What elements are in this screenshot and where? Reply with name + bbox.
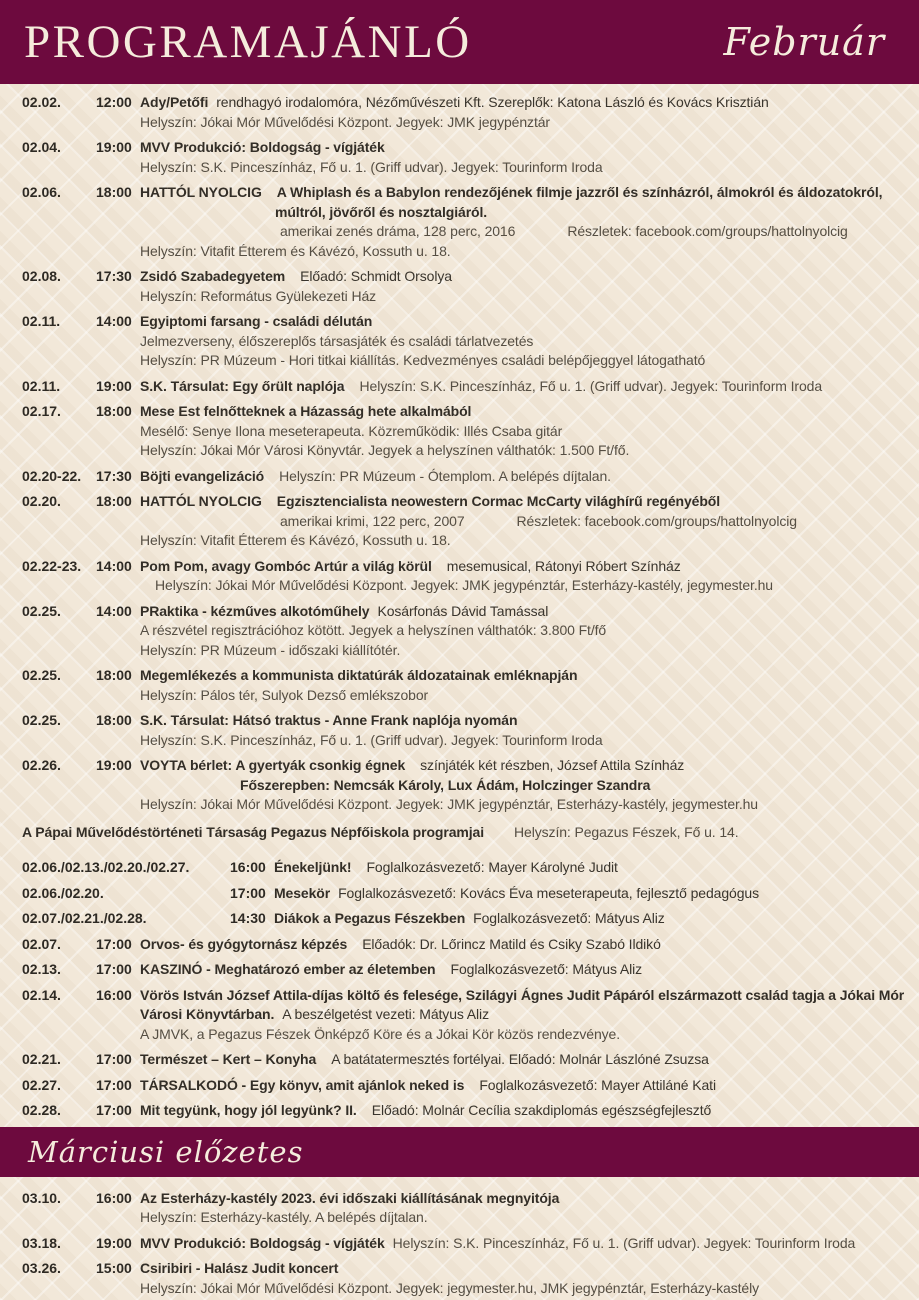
event-content — [140, 602, 915, 661]
event-time: 17:00 — [96, 1102, 132, 1118]
event-line — [140, 1050, 915, 1070]
event-date: 02.28. — [22, 1102, 61, 1118]
event-date: 02.26. — [22, 757, 61, 773]
event-content — [140, 756, 915, 815]
event-line — [140, 402, 915, 422]
text-span: Természet – Kert – Konyha — [140, 1051, 317, 1067]
text-span: amerikai zenés dráma, 128 perc, 2016 — [280, 223, 516, 239]
event-content — [140, 93, 915, 132]
text-span: Helyszín: Vitafit Étterem és Kávézó, Kossuth u. 18. — [140, 532, 451, 548]
text-span: Csiribiri - Halász Judit koncert — [140, 1260, 339, 1276]
event-time: 17:00 — [96, 1076, 132, 1093]
event-line — [140, 267, 915, 287]
event-line — [140, 576, 915, 596]
events-group — [0, 84, 919, 815]
events-group — [0, 849, 919, 1121]
event-date: 02.06./02.20. — [22, 884, 104, 901]
event-row — [22, 711, 915, 750]
event-line — [140, 776, 915, 796]
event-line — [140, 1101, 915, 1121]
event-time: 17:30 — [96, 268, 132, 284]
event-line — [140, 756, 915, 776]
event-row — [22, 312, 915, 371]
event-content — [274, 884, 915, 904]
event-content — [140, 711, 915, 750]
text-span: Pom Pom, avagy Gombóc Artúr a világ körül — [140, 557, 432, 574]
text-span: Helyszín: Pálos tér, Sulyok Dezső emlékszobor — [140, 686, 429, 703]
text-span: TÁRSALKODÓ - Egy könyv, amit ajánlok neked is — [140, 1076, 465, 1093]
event-line — [140, 287, 915, 307]
march-section-title: Márciusi előzetes — [28, 1134, 304, 1169]
text-span: Helyszín: Jókai Mór Művelődési Központ. Jegyek: JMK jegypénztár — [140, 113, 550, 130]
event-line — [140, 242, 915, 262]
event-time: 18:00 — [96, 493, 132, 509]
event-time: 18:00 — [96, 403, 132, 419]
event-date: 02.14. — [22, 986, 61, 1003]
event-line — [140, 935, 915, 955]
event-line — [140, 960, 915, 980]
text-span: MVV Produkció: Boldogság - vígjáték — [140, 1234, 385, 1251]
event-time: 15:00 — [96, 1260, 132, 1276]
event-line — [274, 884, 915, 904]
event-row — [22, 1076, 915, 1096]
event-content — [140, 312, 915, 371]
event-line — [140, 512, 915, 532]
event-date: 02.06./02.13./02.20./02.27. — [22, 859, 190, 875]
text-span: A Whiplash és a Babylon rendezőjének filmje jazzről és színházról, álmokról és áldozatokról, múltról, jövőről és nosztalgiáról. — [275, 184, 883, 220]
event-line — [140, 1025, 915, 1045]
event-date: 03.26. — [22, 1260, 61, 1276]
event-row — [22, 1234, 915, 1254]
text-span: Helyszín: PR Múzeum - Ótemplom. A belépés díjtalan. — [279, 467, 611, 484]
pegazus-section-heading — [0, 821, 919, 843]
event-date: 02.20-22. — [22, 467, 82, 484]
event-content — [274, 858, 915, 878]
event-row — [22, 1259, 915, 1298]
event-line — [140, 113, 915, 133]
text-span: Helyszín: Jókai Mór Művelődési Központ. Jegyek: JMK jegypénztár, Esterházy-kastély, jegymester.hu — [155, 577, 773, 593]
text-span: Részletek: facebook.com/groups/hattolnyolcig — [516, 512, 797, 529]
text-span: Foglalkozásvezető: Mayer Attiláné Kati — [479, 1076, 716, 1093]
event-line — [140, 795, 915, 815]
event-line — [140, 1259, 915, 1279]
text-span: Mit tegyünk, hogy jól legyünk? II. — [140, 1102, 357, 1118]
text-span: Helyszín: PR Múzeum - Hori titkai kiállítás. Kedvezményes családi belépőjeggyel látogatható — [140, 352, 706, 368]
event-line — [140, 1189, 915, 1209]
text-span: A Pápai Művelődéstörténeti Társaság Pegazus Népfőiskola programjai — [22, 823, 485, 840]
event-time: 14:00 — [96, 602, 132, 619]
event-date: 02.25. — [22, 602, 61, 619]
event-time: 18:00 — [96, 667, 132, 683]
event-row — [22, 377, 915, 397]
event-line — [140, 441, 915, 461]
text-span: Diákok a Pegazus Fészekben — [274, 910, 466, 926]
text-span: mesemusical, Rátonyi Róbert Színház — [446, 557, 681, 574]
text-span: A JMVK, a Pegazus Fészek Önképző Köre és a Jókai Kör közös rendezvénye. — [140, 1025, 621, 1042]
event-time: 16:00 — [230, 859, 266, 875]
event-content — [140, 467, 915, 487]
event-line — [140, 158, 915, 178]
event-time: 17:00 — [96, 935, 132, 952]
event-row — [22, 492, 915, 551]
text-span: Helyszín: Jókai Mór Művelődési Központ. Jegyek: jegymester.hu, JMK jegypénztár, Esterházy-kastély — [140, 1279, 760, 1296]
event-line — [140, 1234, 915, 1254]
event-content — [140, 1050, 915, 1070]
text-span: Énekeljünk! — [274, 859, 352, 875]
text-span: Részletek: facebook.com/groups/hattolnyolcig — [567, 223, 848, 239]
event-line — [140, 467, 915, 487]
text-span: Foglalkozásvezető: Mátyus Aliz — [473, 910, 665, 926]
text-span: Helyszín: PR Múzeum - időszaki kiállítótér. — [140, 641, 401, 658]
event-content — [140, 377, 915, 397]
event-content — [140, 1076, 915, 1096]
text-span: Helyszín: S.K. Pinceszínház, Fő u. 1. (Griff udvar). Jegyek: Tourinform Iroda — [140, 158, 603, 175]
event-line — [140, 557, 915, 577]
text-span: MVV Produkció: Boldogság - vígjáték — [140, 139, 385, 155]
event-time: 14:00 — [96, 557, 132, 574]
event-date: 02.08. — [22, 268, 61, 284]
event-date: 02.17. — [22, 403, 61, 419]
event-content — [140, 960, 915, 980]
event-line — [140, 377, 915, 397]
event-line — [140, 666, 915, 686]
text-span: Mese Est felnőtteknek a Házasság hete alkalmából — [140, 403, 472, 419]
event-time: 18:00 — [96, 712, 132, 728]
event-date: 02.07./02.21./02.28. — [22, 910, 147, 926]
text-span: Helyszín: Jókai Mór Művelődési Központ. Jegyek: JMK jegypénztár, Esterházy-kastély, jegymester.hu — [140, 796, 758, 812]
event-content — [140, 1189, 915, 1228]
text-span: KASZINÓ - Meghatározó ember az életemben — [140, 961, 436, 977]
events-group — [0, 1177, 919, 1299]
event-time: 19:00 — [96, 139, 132, 155]
event-row — [22, 960, 915, 980]
page-header — [0, 0, 919, 84]
event-row — [22, 1189, 915, 1228]
event-date: 02.11. — [22, 313, 61, 329]
event-line — [140, 312, 915, 332]
event-date: 02.25. — [22, 712, 61, 728]
event-row — [22, 93, 915, 132]
text-span: Zsidó Szabadegyetem — [140, 268, 286, 284]
text-span: Vörös István József Attila-díjas költő és felesége, Szilágyi Ágnes Judit Pápáról elszármazott család tagja a Jókai Mór Városi Könyvtárban. — [140, 986, 905, 1022]
text-span: VOYTA bérlet: A gyertyák csonkig égnek — [140, 757, 406, 773]
text-span: Orvos- és gyógytornász képzés — [140, 935, 348, 952]
event-date: 02.20. — [22, 493, 61, 509]
event-time: 17:30 — [96, 467, 132, 484]
event-content — [140, 267, 915, 306]
text-span: PRaktika - kézműves alkotóműhely — [140, 602, 370, 619]
event-time: 14:30 — [230, 910, 266, 926]
event-line — [274, 909, 915, 929]
event-time: 19:00 — [96, 1234, 132, 1251]
event-line — [140, 686, 915, 706]
text-span: Mesekör — [274, 884, 331, 901]
event-line — [140, 183, 915, 222]
event-date: 02.02. — [22, 94, 61, 110]
event-line — [274, 858, 915, 878]
event-content — [140, 935, 915, 955]
text-span: Helyszín: S.K. Pinceszínház, Fő u. 1. (Griff udvar). Jegyek: Tourinform Iroda — [359, 377, 823, 394]
event-content — [140, 1101, 915, 1121]
event-content — [140, 1234, 915, 1254]
event-row — [22, 1101, 915, 1121]
event-line — [140, 641, 915, 661]
event-line — [140, 731, 915, 751]
event-line — [140, 351, 915, 371]
event-date: 03.18. — [22, 1234, 61, 1251]
event-row — [22, 756, 915, 815]
event-time: 14:00 — [96, 313, 132, 329]
text-span: A batátatermesztés fortélyai. Előadó: Molnár Lászlóné Zsuzsa — [331, 1051, 709, 1067]
text-span: S.K. Társulat: Egy őrült naplója — [140, 377, 345, 394]
event-row — [22, 858, 915, 878]
event-time: 19:00 — [96, 757, 132, 773]
march-section-bar — [0, 1127, 919, 1177]
text-span: színjáték két részben, József Attila Színház — [420, 757, 685, 773]
event-date: 02.25. — [22, 667, 61, 683]
event-row — [22, 909, 915, 929]
event-line — [140, 492, 915, 512]
event-row — [22, 935, 915, 955]
event-line — [140, 138, 915, 158]
text-span: Helyszín: S.K. Pinceszínház, Fő u. 1. (Griff udvar). Jegyek: Tourinform Iroda — [140, 731, 603, 748]
text-span: Előadó: Schmidt Orsolya — [300, 268, 452, 284]
text-span: Előadók: Dr. Lőrincz Matild és Csiky Szabó Ildikó — [362, 935, 661, 952]
event-date: 02.04. — [22, 139, 61, 155]
event-row — [22, 666, 915, 705]
event-content — [140, 1259, 915, 1298]
text-span: Foglalkozásvezető: Kovács Éva meseterapeuta, fejlesztő pedagógus — [338, 884, 759, 901]
page-title: PROGRAMAJÁNLÓ — [24, 15, 472, 68]
intro-line — [22, 823, 915, 843]
event-line — [140, 602, 915, 622]
event-content — [140, 557, 915, 596]
text-span: A beszélgetést vezeti: Mátyus Aliz — [282, 1006, 489, 1022]
text-span: Előadó: Molnár Cecília szakdiplomás egészségfejlesztő — [371, 1102, 712, 1118]
event-date: 02.21. — [22, 1051, 61, 1067]
text-span: A részvétel regisztrációhoz kötött. Jegyek a helyszínen válthatók: 3.800 Ft/fő — [140, 622, 607, 638]
event-row — [22, 138, 915, 177]
text-span: Helyszín: Vitafit Étterem és Kávézó, Kossuth u. 18. — [140, 242, 451, 259]
text-span: Böjti evangelizáció — [140, 467, 265, 484]
event-line — [140, 1279, 915, 1299]
text-span: Foglalkozásvezető: Mayer Károlyné Judit — [366, 859, 618, 875]
event-row — [22, 467, 915, 487]
event-date: 02.07. — [22, 935, 61, 952]
event-content — [140, 402, 915, 461]
text-span: amerikai krimi, 122 perc, 2007 — [280, 512, 465, 529]
event-time: 17:00 — [230, 884, 266, 901]
event-row — [22, 602, 915, 661]
event-time: 18:00 — [96, 184, 132, 200]
event-line — [140, 531, 915, 551]
text-span: Helyszín: Pegazus Fészek, Fő u. 14. — [514, 823, 739, 840]
sections — [0, 84, 919, 1298]
text-span: S.K. Társulat: Hátsó traktus - Anne Frank naplója nyomán — [140, 712, 518, 728]
event-time: 19:00 — [96, 377, 132, 394]
event-date: 02.13. — [22, 961, 61, 977]
event-row — [22, 402, 915, 461]
text-span: Ady/Petőfi — [140, 94, 209, 110]
text-span: HATTÓL NYOLCIG — [140, 493, 262, 509]
event-line — [140, 1208, 915, 1228]
event-date: 02.27. — [22, 1076, 61, 1093]
event-time: 16:00 — [96, 986, 132, 1003]
event-time: 12:00 — [96, 94, 132, 110]
event-line — [140, 332, 915, 352]
event-row — [22, 183, 915, 261]
event-row — [22, 267, 915, 306]
text-span: Kosárfonás Dávid Tamással — [377, 602, 549, 619]
text-span: rendhagyó irodalomóra, Nézőművészeti Kft. Szereplők: Katona László és Kovács Krisztián — [216, 94, 769, 110]
text-span: Jelmezverseny, élőszereplős társasjáték és családi tárlatvezetés — [140, 332, 534, 349]
event-content — [140, 666, 915, 705]
event-content — [140, 138, 915, 177]
event-date: 02.22-23. — [22, 557, 82, 574]
text-span: Helyszín: Református Gyülekezeti Ház — [140, 287, 377, 304]
text-span: Mesélő: Senye Ilona meseterapeuta. Közreműködik: Illés Csaba gitár — [140, 422, 563, 439]
text-span: Az Esterházy-kastély 2023. évi időszaki kiállításának megnyitója — [140, 1189, 560, 1206]
event-time: 17:00 — [96, 1051, 132, 1067]
text-span: HATTÓL NYOLCIG — [140, 184, 262, 200]
event-date: 03.10. — [22, 1189, 61, 1206]
event-line — [140, 986, 915, 1025]
event-line — [140, 422, 915, 442]
text-span: Egzisztencialista neowestern Cormac McCarty világhírű regényéből — [276, 493, 721, 509]
text-span: Főszerepben: Nemcsák Károly, Lux Ádám, Holczinger Szandra — [240, 776, 651, 793]
event-content — [140, 986, 915, 1045]
event-row — [22, 557, 915, 596]
event-date: 02.06. — [22, 184, 61, 200]
text-span: Helyszín: Esterházy-kastély. A belépés díjtalan. — [140, 1209, 428, 1225]
text-span: Megemlékezés a kommunista diktatúrák áldozatainak emléknapján — [140, 667, 578, 683]
event-content — [140, 183, 915, 261]
event-row — [22, 986, 915, 1045]
event-content — [140, 492, 915, 551]
event-line — [140, 93, 915, 113]
event-line — [140, 222, 915, 242]
text-span: Helyszín: Jókai Mór Városi Könyvtár. Jegyek a helyszínen válthatók: 1.500 Ft/fő. — [140, 442, 630, 458]
event-line — [140, 1076, 915, 1096]
event-row — [22, 884, 915, 904]
event-line — [140, 711, 915, 731]
event-content — [274, 909, 915, 929]
event-row — [22, 1050, 915, 1070]
event-line — [140, 621, 915, 641]
text-span: Foglalkozásvezető: Mátyus Aliz — [450, 961, 643, 977]
month-label: Február — [723, 20, 885, 64]
event-time: 17:00 — [96, 961, 132, 977]
text-span: Helyszín: S.K. Pinceszínház, Fő u. 1. (Griff udvar). Jegyek: Tourinform Iroda — [392, 1234, 856, 1251]
text-span: Egyiptomi farsang - családi délután — [140, 313, 373, 329]
event-date: 02.11. — [22, 377, 61, 394]
event-time: 16:00 — [96, 1189, 132, 1206]
